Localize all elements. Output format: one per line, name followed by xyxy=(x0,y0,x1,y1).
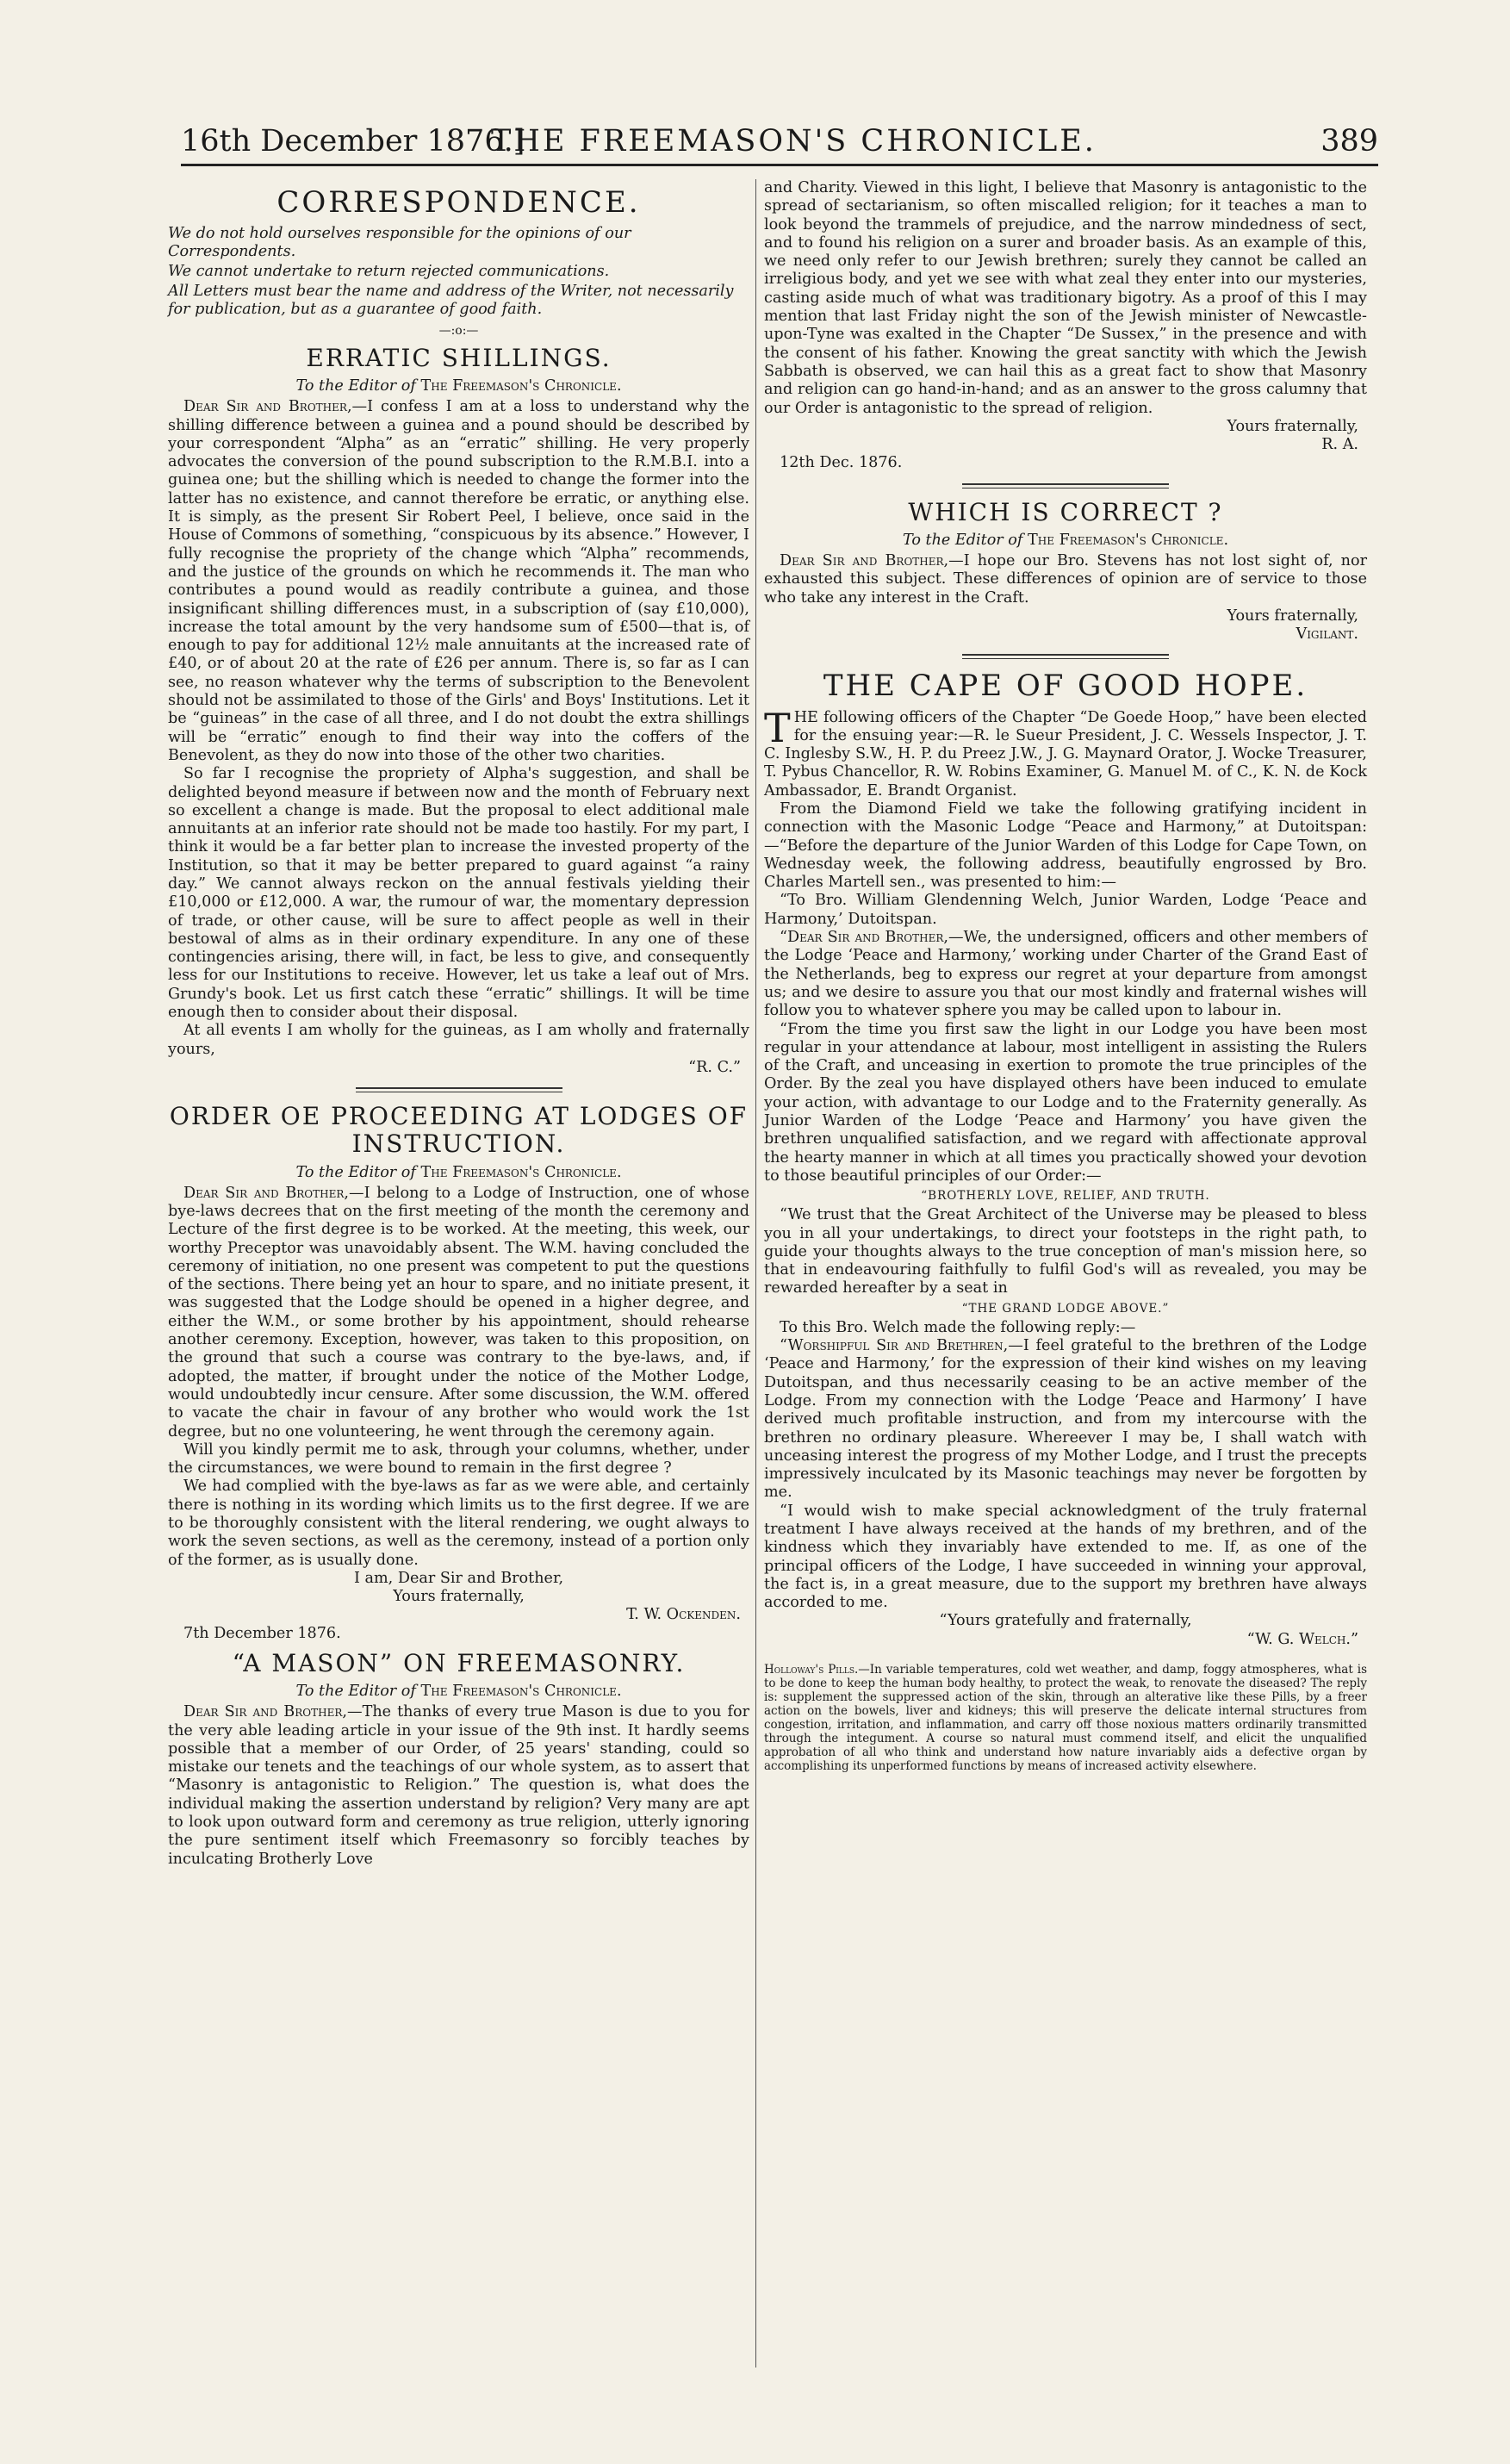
erratic-body-1: —I confess I am at a loss to understand why the shilling difference between a guinea and a pound should be described by your correspondent “Alpha” as an “erratic” shilling. He very properly advocates the conversion of the pound subscription to the R.M.B.I. into a guinea one; but the shilling which is needed to change the former into the latter has no existence, and cannot therefore be erratic, or anything else. It is simply, as the present Sir Robert Peel, I believe, once said in the House of Commons of something, “conspicuous by its absence.” However, I fully recognise the propriety of the change which “Alpha” recommends, and the justice of the grounds on which he recommends it. The man who contributes a pound would as readily contribute a guinea, and those insignificant shilling differences must, in a subscription of (say £10,000), increase the total amount by the very handsome sum of £500—that is, of enough to pay for additional 12½ male annuitants at the increased rate of £40, or of about 20 at the rate of £26 per annum. There is, so far as I can see, no reason whatever why the terms of subscription to the Benevolent should not be assimilated to those of the Girls' and Boys' Institutions. Let it be “guineas” in the case of all three, and I do not doubt the extra shillings will be “erratic” enough to find their way into the coffers of the Benevolent, as they do now into those of the other two charities. xyxy=(168,398,749,764)
mason-signature: R. A. xyxy=(1321,436,1358,454)
header-date: 16th December 1876.] xyxy=(181,124,525,159)
which-body-1: —I hope our Bro. Stevens has not lost sight of, nor exhausted this subject. These differences of opinion are of service to those who take any interest in the Craft. xyxy=(764,551,1367,607)
mason-body-1: —The thanks of every true Mason is due to you for the very able leading article in your issue of the 9th inst. It hardly seems possible that a member of our Order, of 25 years' standing, could so mistake our tenets and the teachings of our whole system, as to assert that “Masonry is antagonistic to Religion.” The question is, what does the individual making the assertion understand by religion? Very many are apt to look upon outward form and ceremony as true religion, utterly ignoring the pure sentiment itself which Freemasonry so forcibly teaches by inculcating Brotherly Love xyxy=(168,1703,749,1868)
order-paragraph-3: We had complied with the bye-laws as far as we were able, and certainly there is nothing in its wording which limits us to the first degree. If we are to be thoroughly consistent with the literal rendering, we ought always to work the seven sections, as well as the ceremony, instead of a portion only of the former, as is usually done. xyxy=(168,1478,749,1569)
cape-closing: “Yours gratefully and fraternally, xyxy=(939,1612,1192,1630)
chronicle-name: The Freemason's Chronicle. xyxy=(420,377,622,395)
to-editor-line xyxy=(168,1164,749,1181)
which-heading: WHICH IS CORRECT ? xyxy=(908,497,1223,526)
motto-brotherly-love: “BROTHERLY LOVE, RELIEF, AND TRUTH. xyxy=(921,1189,1210,1204)
order-paragraph-1 xyxy=(168,1185,749,1441)
page-number: 389 xyxy=(1320,124,1378,159)
cape-paragraph-4 xyxy=(764,929,1367,1020)
motto-grand-lodge: “THE GRAND LODGE ABOVE.” xyxy=(961,1301,1170,1316)
order-closing: I am, Dear Sir and Brother, xyxy=(353,1569,564,1587)
notice-opinions: We do not hold ourselves responsible for the opinions of our Correspondents. xyxy=(168,225,631,261)
cape-body-8: —I feel grateful to the brethren of the Lodge ‘Peace and Harmony,’ for the expression of their kind wishes on my leaving Dutoitspan, and thus necessarily ceasing to be an active member of the Lodge. From my connection with the Lodge ‘Peace and Harmony’ I have derived much profitable instruction, and from my intercourse with the brethren no ordinary pleasure. Whereever I may be, I shall watch with unceasing interest the progress of my Mother Lodge, and I trust the precepts impressively inculcated by its Masonic teachings may never be forgotten by me. xyxy=(764,1337,1367,1502)
page-header xyxy=(181,119,1378,166)
section-rule xyxy=(962,483,1169,488)
divider: —:o:— xyxy=(438,324,479,339)
advert-text: —In variable temperatures, cold wet weather, and damp, foggy atmospheres, what is to be done to keep the human body healthy, to protect the weak, to renovate the diseased? The reply is: supplement the suppressed action of the skin, through an alterative like these Pills, by a freer action on the bowels, liver and kidneys; this will preserve the delicate internal structures from congestion, irritation, and inflammation, and carry off those noxious matters ordinarily transmitted through the integument. A course so natural must commend itself, and elicit the unqualified approbation of all who think and understand how nature invariably aids a defective organ by accomplishing its unperformed functions by means of increased activity elsewhere. xyxy=(764,1663,1367,1774)
cape-paragraph-3: “To Bro. William Glendenning Welch, Junior Warden, Lodge ‘Peace and Harmony,’ Dutoitspan. xyxy=(764,892,1367,928)
order-paragraph-2: Will you kindly permit me to ask, through your columns, whether, under the circumstances, we were bound to remain in the first degree ? xyxy=(168,1440,749,1478)
order-date: 7th December 1876. xyxy=(183,1624,341,1642)
which-paragraph-1 xyxy=(764,552,1367,607)
which-yours: Yours fraternally, xyxy=(1227,607,1358,625)
salutation: Dear Sir and Brother, xyxy=(183,398,352,416)
notice-rejected: We cannot undertake to return rejected communications. xyxy=(168,263,610,281)
advert-title: Holloway's Pills. xyxy=(764,1663,859,1677)
erratic-heading: ERRATIC SHILLINGS. xyxy=(306,344,612,373)
salutation: Dear Sir and Brother, xyxy=(183,1703,347,1721)
advertisement xyxy=(764,1663,1367,1773)
mason-yours: Yours fraternally, xyxy=(1227,417,1358,435)
chronicle-name: The Freemason's Chronicle. xyxy=(420,1683,622,1701)
erratic-signature: “R. C.” xyxy=(688,1058,741,1076)
right-column xyxy=(764,179,1367,1773)
to-editor-line xyxy=(764,532,1367,549)
cape-paragraph-5: “From the time you first saw the light in our Lodge you have been most regular in your attendance at labour, most intelligent in assisting the Rulers of the Craft, and unceasing in exertion to promote the true principles of the Order. By the zeal you have displayed others have been induced to emulate your action, with advantage to our Lodge and to the Fraternity generally. As Junior Warden of the Lodge ‘Peace and Harmony’ you have given the brethren unqualified satisfaction, and we regard with affectionate approval the hearty manner in which at all times you practically showed your devotion to those beautiful principles of our Order:— xyxy=(764,1020,1367,1185)
section-rule xyxy=(962,654,1169,659)
cape-paragraph-7: To this Bro. Welch made the following reply:— xyxy=(780,1318,1136,1336)
salutation: “Worshipful Sir and Brethren, xyxy=(780,1337,1009,1355)
salutation: Dear Sir and Brother, xyxy=(183,1184,349,1202)
mason-paragraph-1 xyxy=(168,1703,749,1869)
left-column xyxy=(168,179,749,1869)
section-rule xyxy=(356,1087,562,1092)
chronicle-name: The Freemason's Chronicle. xyxy=(420,1163,622,1181)
mason-heading: “A MASON” ON FREEMASONRY. xyxy=(232,1649,686,1678)
cape-body-1: HE following officers of the Chapter “De Goede Hoop,” have been elected for the ensuing year:—R. le Sueur President, J. C. Wessels Inspector, J. T. C. Inglesby S.W., H. P. du Preez J.W., J. G. Maynard Orator, J. Wocke Treasurer, T. Pybus Chancellor, R. W. Robins Examiner, G. Manuel M. of C., K. N. de Kock Ambassador, E. Brandt Organist. xyxy=(764,708,1367,800)
order-yours: Yours fraternally, xyxy=(393,1588,525,1606)
cape-paragraph-2: From the Diamond Field we take the following gratifying incident in connection with the Masonic Lodge “Peace and Harmony,” at Dutoitspan:—“Before the departure of the Junior Warden of this Lodge for Cape Town, on Wednesday week, the following address, beautifully engrossed by Bro. Charles Martell sen., was presented to him:— xyxy=(764,800,1367,892)
cape-heading: THE CAPE OF GOOD HOPE. xyxy=(823,669,1308,704)
cape-paragraph-8 xyxy=(764,1337,1367,1503)
which-signature: Vigilant. xyxy=(1296,625,1358,644)
erratic-paragraph-2: So far I recognise the propriety of Alpha's suggestion, and shall be delighted beyond measure if between now and the month of February next so excellent a change is made. But the proposal to elect additional male annuitants at an inferior rate should not be made too hastily. For my part, I think it would be a far better plan to increase the invested property of the Institution, so that it may be better prepared to guard against “a rainy day.” We cannot always reckon on the annual festivals yielding their £10,000 or £12,000. A war, the rumour of war, the momentary depression of trade, or other cause, will be sure to affect people as well in their bestowal of alms as in their ordinary expenditure. In any one of these contingencies arising, there will, in fact, be less to give, and consequently less for our Institutions to receive. However, let us take a leaf out of Mrs. Grundy's book. Let us first catch these “erratic” shillings. It will be time enough then to consider about their disposal. xyxy=(168,765,749,1022)
to-editor-line xyxy=(168,1683,749,1700)
column-rule xyxy=(755,179,756,2368)
erratic-paragraph-1 xyxy=(168,398,749,765)
to-editor-text: To the Editor of xyxy=(295,1683,416,1701)
salutation: Dear Sir and Brother, xyxy=(780,551,949,569)
mason-date: 12th Dec. 1876. xyxy=(780,454,903,472)
drop-cap: T xyxy=(764,704,791,751)
order-signature: T. W. Ockenden. xyxy=(626,1606,741,1624)
cape-paragraph-6: “We trust that the Great Architect of the Universe may be pleased to bless you in all your undertakings, to direct your footsteps in the right path, to guide your thoughts always to the true conception of man's mission here, so that in endeavouring faithfully to fulfil God's will as revealed, you may be rewarded hereafter by a seat in xyxy=(764,1206,1367,1297)
cape-body-4: —We, the undersigned, officers and other members of the Lodge ‘Peace and Harmony,’ working under Charter of the Grand East of the Netherlands, beg to express our regret at your departure from amongst us; and we desire to assure you that our most kindly and fraternal wishes will follow you to whatever sphere you may be called upon to labour in. xyxy=(764,929,1367,1020)
chronicle-name: The Freemason's Chronicle. xyxy=(1028,531,1229,549)
cape-paragraph-1 xyxy=(764,704,1367,800)
to-editor-text: To the Editor of xyxy=(902,531,1023,549)
salutation: “Dear Sir and Brother, xyxy=(780,929,948,947)
erratic-paragraph-3: At all events I am wholly for the guineas, as I am wholly and fraternally yours, xyxy=(168,1022,749,1058)
correspondence-heading: CORRESPONDENCE. xyxy=(277,185,641,220)
to-editor-text: To the Editor of xyxy=(295,1163,416,1181)
order-heading: ORDER OE PROCEEDING AT LODGES OF INSTRUCTION. xyxy=(169,1102,749,1159)
mason-continued: and Charity. Viewed in this light, I believe that Masonry is antagonistic to the spread of sectarianism, so often miscalled religion; for it teaches a man to look beyond the trammels of prejudice, and the narrow mindedness of sect, and to found his religion on a surer and broader basis. As an example of this, we need only refer to our Jewish brethren; surely they cannot be called an irreligious body, and yet we see with what zeal they enter into our mysteries, casting aside much of what was traditionary bigotry. As a proof of this I may mention that last Friday night the son of the Jewish minister of Newcastle-upon-Tyne was exalted in the Chapter “De Sussex,” in the presence and with the consent of his father. Knowing the great sanctity with which the Jewish Sabbath is observed, we can hail this as a great fact to show that Masonry and religion can go hand-in-hand; and as an answer to the gross calumny that our Order is antagonistic to the spread of religion. xyxy=(764,179,1367,417)
header-title: THE FREEMASON'S CHRONICLE. xyxy=(491,124,1097,159)
to-editor-text: To the Editor of xyxy=(295,377,416,395)
cape-paragraph-9: “I would wish to make special acknowledgment of the truly fraternal treatment I have always received at the hands of my brethren, and of the kindness which they invariably have extended to me. If, as one of the principal officers of the Lodge, I have succeeded in winning your approval, the fact is, in a great measure, due to the support my brethren have always accorded to me. xyxy=(764,1502,1367,1612)
to-editor-line xyxy=(168,377,749,395)
order-body-1: —I belong to a Lodge of Instruction, one of whose bye-laws decrees that on the first meeting of the month the ceremony and Lecture of the first degree is to be worked. At the meeting, this week, our worthy Preceptor was unavoidably absent. The W.M. having concluded the ceremony of initiation, no one present was competent to put the questions of the sections. There being yet an hour to spare, and no initiate present, it was suggested that the Lodge should be opened in a higher degree, and either the W.M., or some brother by his appointment, should rehearse another ceremony. Exception, however, was taken to this proposition, on the ground that such a course was contrary to the bye-laws, and, if adopted, the matter, if brought under the notice of the Mother Lodge, would undoubtedly incur censure. After some discussion, the W.M. offered to vacate the chair in favour of any brother who would work the 1st degree, but no one volunteering, he went through the ceremony again. xyxy=(168,1184,749,1440)
cape-signature: “W. G. Welch.” xyxy=(1246,1630,1358,1648)
notice-letters: All Letters must bear the name and address of the Writer, not necessarily for publication, but as a guarantee of good faith. xyxy=(168,283,734,319)
